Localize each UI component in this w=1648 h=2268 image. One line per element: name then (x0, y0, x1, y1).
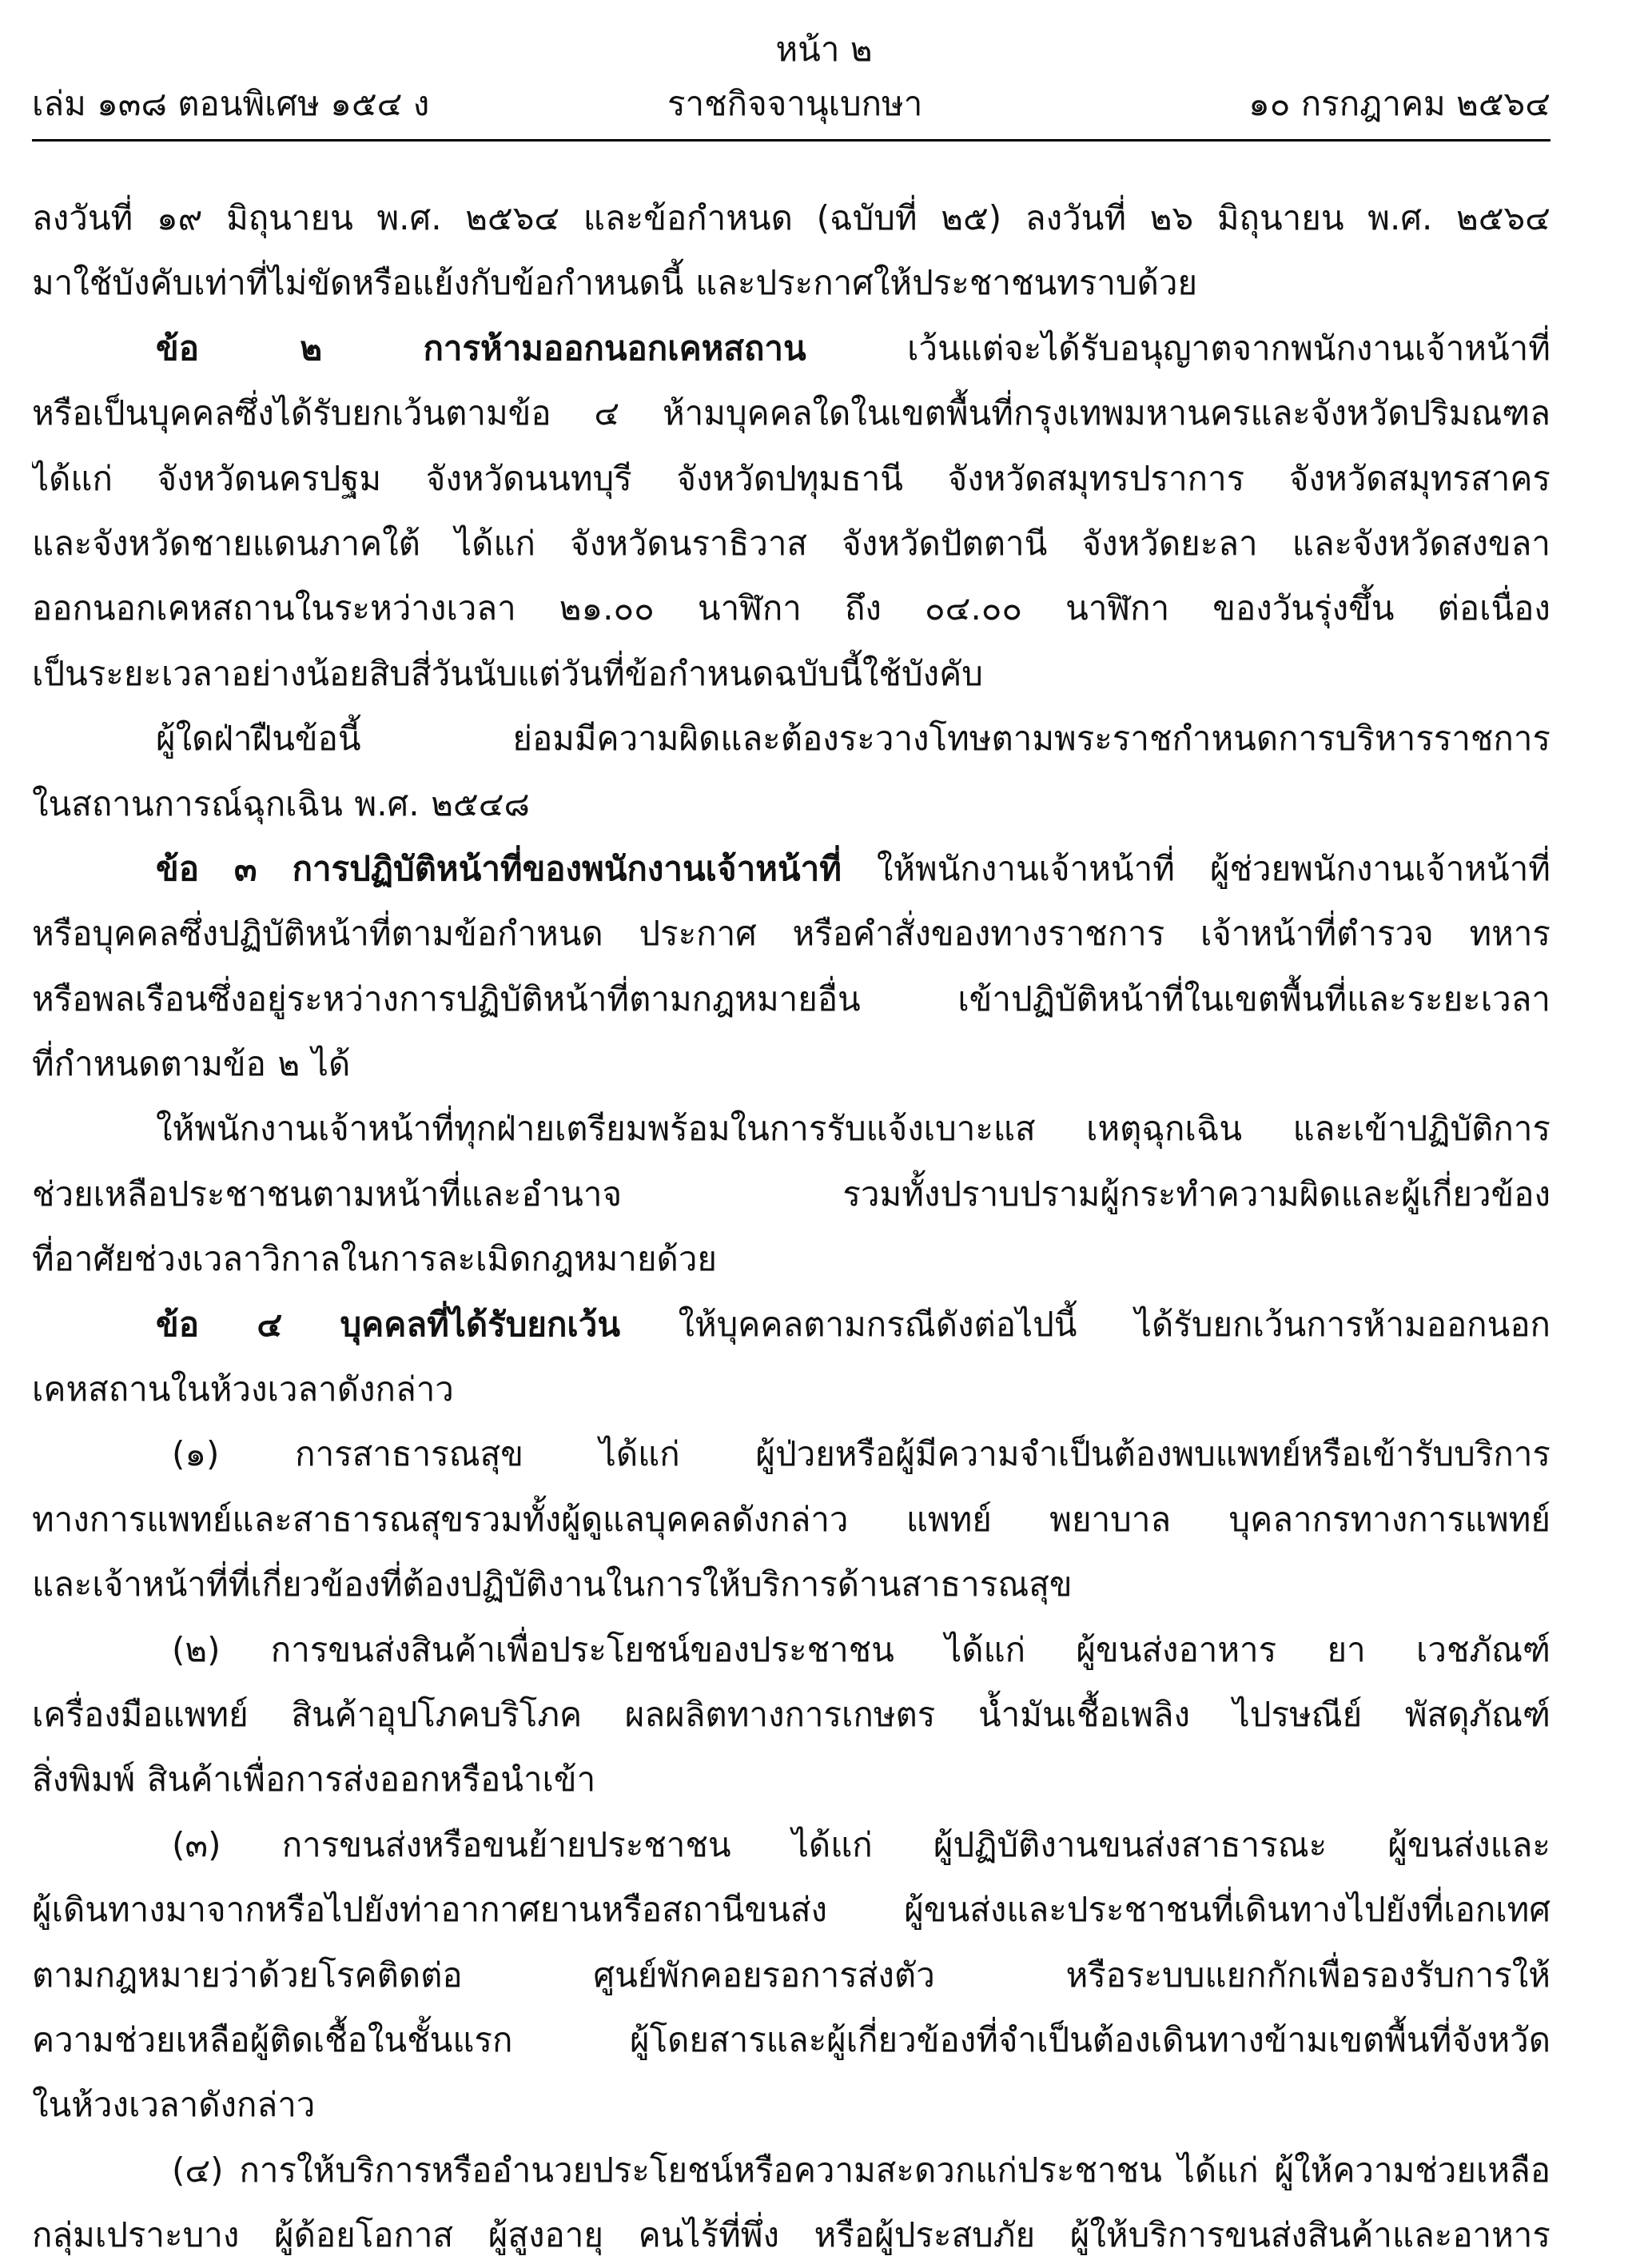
text-word: เป็นระยะเวลาอย่างน้อยสิบสี่วันนับแต่วันที่ข้อกำหนดฉบับนี้ใช้บังคับ (32, 653, 983, 693)
clause-heading-word: การปฏิบัติหน้าที่ของพนักงานเจ้าหน้าที่ (292, 848, 842, 888)
text-line (32, 641, 1550, 706)
text-word: หรือบุคคลซึ่งปฏิบัติหน้าที่ตามข้อกำหนด (32, 914, 603, 954)
text-word: ลงวันที่ (1025, 198, 1127, 237)
text-word: พ.ศ. (376, 198, 442, 237)
text-line (32, 706, 1550, 771)
text-word: ๒๖ (1149, 198, 1194, 237)
text-word: ได้แก่ (455, 523, 535, 563)
text-line (32, 1226, 1550, 1291)
text-word: เครื่องมือแพทย์ (32, 1694, 249, 1734)
publication-date: ๑๐ กรกฎาคม ๒๕๖๔ (1248, 84, 1550, 123)
text-word: ที่กำหนดตามข้อ (32, 1044, 266, 1084)
text-word: ได้แก่ (791, 1824, 873, 1864)
text-word: พ.ศ. (354, 783, 420, 823)
text-line (32, 1292, 1550, 1357)
text-word: และจังหวัดสงขลา (1292, 523, 1550, 563)
text-word: ทหาร (1469, 914, 1550, 954)
gazette-name: ราชกิจจานุเบกษา (667, 84, 923, 123)
text-line (32, 1357, 1550, 1421)
text-word: มาใช้บังคับเท่าที่ไม่ขัดหรือแย้งกับข้อกำหนดนี้ (32, 263, 684, 303)
text-word: กลุ่มเปราะบาง (32, 2215, 240, 2255)
text-word: ได้รับยกเว้นการห้ามออกนอก (1134, 1304, 1550, 1344)
text-word: ผู้ใดฝ่าฝืนข้อนี้ (156, 719, 361, 759)
text-word: ผู้ขนส่งอาหาร (1076, 1629, 1277, 1669)
text-word: และข้อกำหนด (583, 198, 793, 237)
text-word: แพทย์ (906, 1499, 992, 1539)
text-word: ได้แก่ (32, 458, 113, 498)
text-line (32, 967, 1550, 1031)
text-word: และเข้าปฏิบัติการ (1292, 1109, 1550, 1149)
text-word: บุคลากรทางการแพทย์ (1228, 1499, 1550, 1539)
text-word: การขนส่งหรือขนย้ายประชาชน (281, 1824, 731, 1864)
text-word: ของวันรุ่งขึ้น (1212, 588, 1395, 628)
text-word: น้ำมันเชื้อเพลิง (977, 1694, 1191, 1734)
text-word: ที่อาศัยช่วงเวลาวิกาลในการละเมิดกฎหมายด้วย (32, 1239, 718, 1279)
text-line (32, 250, 1550, 315)
text-word: เจ้าหน้าที่ตำรวจ (1200, 914, 1434, 954)
text-word: ให้พนักงานเจ้าหน้าที่ทุกฝ่ายเตรียมพร้อมในการรับแจ้งเบาะแส (156, 1109, 1036, 1149)
text-word: จังหวัดสมุทรปราการ (947, 458, 1245, 498)
text-word: ผู้ปฏิบัติงานขนส่งสาธารณะ (933, 1824, 1328, 1864)
text-word: การขนส่งสินค้าเพื่อประโยชน์ของประชาชน (270, 1629, 894, 1669)
text-word: จังหวัดปัตตานี (842, 523, 1048, 563)
text-word: ตามกฎหมายว่าด้วยโรคติดต่อ (32, 1955, 463, 1995)
text-line (32, 1162, 1550, 1226)
text-line (32, 2072, 1550, 2137)
text-word: และเจ้าหน้าที่ที่เกี่ยวข้องที่ต้องปฏิบัติงานในการให้บริการด้านสาธารณสุข (32, 1564, 1073, 1604)
text-word: และประกาศให้ประชาชนทราบด้วย (695, 263, 1198, 303)
text-word: มิถุนายน (226, 198, 353, 237)
text-word: ให้บุคคลตามกรณีดังต่อไปนี้ (678, 1304, 1077, 1344)
text-word: ย่อมมีความผิดและต้องระวางโทษตามพระราชกำหนดการบริหารราชการ (512, 719, 1550, 759)
text-word: เข้าปฏิบัติหน้าที่ในเขตพื้นที่และระยะเวลา (957, 979, 1550, 1018)
text-word: (ฉบับที่ (816, 198, 918, 237)
text-line (32, 1617, 1550, 1682)
text-word: เหตุฉุกเฉิน (1086, 1109, 1243, 1149)
text-word: สินค้าเพื่อการส่งออกหรือนำเข้า (146, 1760, 596, 1800)
text-word: ผู้ให้ความช่วยเหลือ (1274, 2150, 1550, 2190)
text-word: จังหวัดปทุมธานี (676, 458, 903, 498)
text-line (32, 836, 1550, 901)
text-word: ผู้ให้บริการขนส่งสินค้าและอาหาร (1069, 2215, 1550, 2255)
text-word: คนไร้ที่พึ่ง (638, 2215, 779, 2255)
text-word: ทางการแพทย์และสาธารณสุขรวมทั้งผู้ดูแลบุคคลดังกล่าว (32, 1499, 849, 1539)
text-word: ๒๕๖๔ (1456, 198, 1550, 237)
text-line (32, 1552, 1550, 1616)
text-line (32, 511, 1550, 576)
text-line (32, 901, 1550, 966)
text-word: พ.ศ. (1367, 198, 1433, 237)
text-line (32, 1747, 1550, 1812)
text-word: ๐๔.๐๐ (925, 588, 1023, 628)
text-word: ประกาศ (639, 914, 757, 954)
text-word: ความช่วยเหลือผู้ติดเชื้อในชั้นแรก (32, 2019, 513, 2059)
volume-issue: เล่ม ๑๓๘ ตอนพิเศษ ๑๕๔ ง (32, 84, 430, 123)
text-line (32, 2007, 1550, 2072)
text-word: ในสถานการณ์ฉุกเฉิน (32, 783, 343, 823)
clause-heading-word: ข้อ (156, 328, 199, 368)
text-word: (๒) (172, 1629, 221, 1669)
text-line (32, 1877, 1550, 1942)
text-word: ถึง (844, 588, 882, 628)
text-line (32, 316, 1550, 381)
text-word: ๔ (594, 393, 620, 433)
text-line (32, 576, 1550, 640)
text-word: รวมทั้งปราบปรามผู้กระทำความผิดและผู้เกี่ยวข้อง (842, 1174, 1550, 1214)
text-word: หรือคำสั่งของทางราชการ (792, 914, 1165, 954)
text-word: หรือพลเรือนซึ่งอยู่ระหว่างการปฏิบัติหน้าที่ตามกฎหมายอื่น (32, 979, 861, 1018)
text-line (32, 1096, 1550, 1161)
text-word: จังหวัดสมุทรสาคร (1288, 458, 1550, 498)
text-word: นาฬิกา (1065, 588, 1170, 628)
text-word: เว้นแต่จะได้รับอนุญาตจากพนักงานเจ้าหน้าที่ (907, 328, 1550, 368)
text-word: ได้แก่ (599, 1434, 680, 1474)
text-word: ๒๕) (941, 198, 1002, 237)
text-word: จังหวัดนนทบุรี (425, 458, 632, 498)
text-word: ๒๕๔๘ (431, 783, 530, 823)
text-line (32, 446, 1550, 511)
clause-heading-word: ๒ (300, 328, 323, 368)
clause-heading-word: การห้ามออกนอกเคหสถาน (423, 328, 806, 368)
text-word: จังหวัดนครปฐม (157, 458, 382, 498)
text-word: หรือระบบแยกกักเพื่อรองรับการให้ (1065, 1955, 1550, 1995)
text-word: ผู้โดยสารและผู้เกี่ยวข้องที่จำเป็นต้องเดินทางข้ามเขตพื้นที่จังหวัด (629, 2019, 1550, 2059)
text-word: ได้ (311, 1044, 351, 1084)
text-word: พยาบาล (1049, 1499, 1172, 1539)
text-word: เคหสถานในห้วงเวลาดังกล่าว (32, 1369, 454, 1409)
text-line (32, 1943, 1550, 2007)
page-number: หน้า ๒ (775, 30, 873, 69)
clause-heading-word: ข้อ (156, 1304, 199, 1344)
text-word: ผู้ขนส่งและ (1387, 1824, 1550, 1864)
text-word: สิ่งพิมพ์ (32, 1760, 136, 1800)
text-line (32, 2138, 1550, 2202)
text-line (32, 1421, 1550, 1486)
text-word: ๒๕๖๔ (465, 198, 560, 237)
text-line (32, 1682, 1550, 1747)
document-body (32, 185, 1550, 2268)
text-word: ได้แก่ (1177, 2150, 1259, 2190)
text-word: การสาธารณสุข (295, 1434, 524, 1474)
text-word: จังหวัดนราธิวาส (570, 523, 808, 563)
text-word: ผู้ป่วยหรือผู้มีความจำเป็นต้องพบแพทย์หรือเข้ารับบริการ (755, 1434, 1550, 1474)
text-word: ผู้ขนส่งและประชาชนที่เดินทางไปยังที่เอกเทศ (904, 1890, 1550, 1930)
text-word: มิถุนายน (1216, 198, 1344, 237)
text-word: (๑) (172, 1434, 220, 1474)
text-word: ลงวันที่ (32, 198, 133, 237)
text-word: ๑๙ (156, 198, 203, 237)
clause-heading-word: บุคคลที่ได้รับยกเว้น (340, 1304, 621, 1344)
text-word: ผู้ช่วยพนักงานเจ้าหน้าที่ (1209, 848, 1550, 888)
text-word: การให้บริการหรืออำนวยประโยชน์หรือความสะดวกแก่ประชาชน (239, 2150, 1162, 2190)
text-line (32, 185, 1550, 250)
text-word: ไปรษณีย์ (1232, 1694, 1363, 1734)
text-word: ๒๑.๐๐ (559, 588, 655, 628)
text-word: ออกนอกเคหสถานในระหว่างเวลา (32, 588, 516, 628)
text-word: เวชภัณฑ์ (1416, 1629, 1550, 1669)
text-word: ห้ามบุคคลใดในเขตพื้นที่กรุงเทพมหานครและจังหวัดปริมณฑล (662, 393, 1550, 433)
text-word: ศูนย์พักคอยรอการส่งตัว (593, 1955, 935, 1995)
text-line (32, 1487, 1550, 1552)
text-line (32, 381, 1550, 445)
text-word: จังหวัดยะลา (1081, 523, 1258, 563)
text-word: (๔) (172, 2150, 224, 2190)
clause-heading-word: ข้อ (156, 848, 199, 888)
clause-heading-word: ๔ (257, 1304, 283, 1344)
text-word: ช่วยเหลือประชาชนตามหน้าที่และอำนาจ (32, 1174, 623, 1214)
text-word: ผู้สูงอายุ (488, 2215, 603, 2255)
text-line (32, 2202, 1550, 2267)
text-word: พัสดุภัณฑ์ (1404, 1694, 1550, 1734)
text-word: ผู้เดินทางมาจากหรือไปยังท่าอากาศยานหรือสถานีขนส่ง (32, 1890, 828, 1930)
text-word: ในห้วงเวลาดังกล่าว (32, 2085, 316, 2125)
clause-heading-word: ๓ (233, 848, 257, 888)
text-word: หรือเป็นบุคคลซึ่งได้รับยกเว้นตามข้อ (32, 393, 551, 433)
text-word: ผู้ด้อยโอกาส (273, 2215, 454, 2255)
text-word: (๓) (172, 1824, 221, 1864)
text-word: ให้พนักงานเจ้าหน้าที่ (876, 848, 1175, 888)
text-word: หรือผู้ประสบภัย (814, 2215, 1036, 2255)
text-word: ยา (1327, 1629, 1366, 1669)
text-line (32, 1031, 1550, 1096)
text-word: ผลผลิตทางการเกษตร (624, 1694, 936, 1734)
text-word: ได้แก่ (945, 1629, 1026, 1669)
header-rule (32, 139, 1550, 142)
text-line (32, 771, 1550, 836)
text-word: ต่อเนื่อง (1437, 588, 1550, 628)
text-line (32, 1812, 1550, 1877)
text-word: ๒ (277, 1044, 301, 1084)
text-word: นาฬิกา (697, 588, 802, 628)
text-word: สินค้าอุปโภคบริโภค (291, 1694, 583, 1734)
text-word: และจังหวัดชายแดนภาคใต้ (32, 523, 420, 563)
gazette-header (32, 80, 1550, 128)
